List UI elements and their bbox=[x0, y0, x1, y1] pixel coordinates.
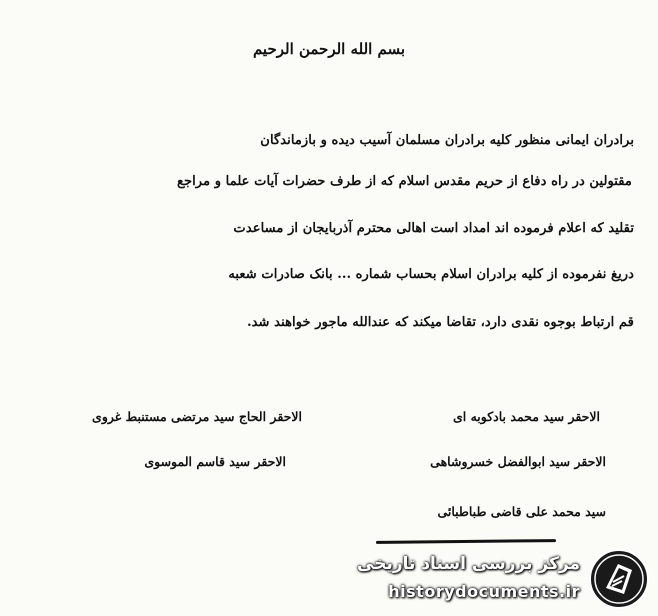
body-line-3: تقلید که اعلام فرموده اند امداد است اهالی محترم آذربایجان از مساعدت bbox=[233, 221, 634, 236]
body-line-1: برادران ایمانی منظور کلیه برادران مسلمان آسیب دیده و بازماندگان bbox=[260, 133, 634, 148]
watermark-title: مرکز بررسی اسناد تاریخی bbox=[357, 554, 580, 574]
signature-right-2: الاحقر سید ابوالفضل خسروشاهی bbox=[430, 454, 606, 469]
archive-watermark bbox=[357, 548, 650, 610]
document-heading: بسم الله الرحمن الرحیم bbox=[252, 40, 406, 58]
body-line-2: مقتولین در راه دفاع از حریم مقدس اسلام که از طرف حضرات آیات علما و مراجع bbox=[176, 174, 632, 189]
signature-underline bbox=[376, 539, 556, 544]
signature-right-1: الاحقر سید محمد بادکوبه ای bbox=[452, 409, 600, 424]
body-line-5: قم ارتباط بوجوه نقدی دارد، تقاضا میکند که عندالله ماجور خواهند شد. bbox=[247, 315, 634, 330]
signature-right-3: سید محمد علی قاضی طباطبائی bbox=[437, 504, 606, 519]
body-line-4: دریغ نفرموده از کلیه برادران اسلام بحساب شماره ... بانک صادرات شعبه bbox=[228, 267, 634, 282]
watermark-url: historydocuments.ir bbox=[388, 582, 580, 601]
document-scroll-logo-icon bbox=[588, 548, 650, 610]
signature-left-2: الاحقر سید قاسم الموسوی bbox=[144, 454, 286, 469]
signature-left-1: الاحقر الحاج سید مرتضی مستنبط غروی bbox=[92, 409, 302, 424]
